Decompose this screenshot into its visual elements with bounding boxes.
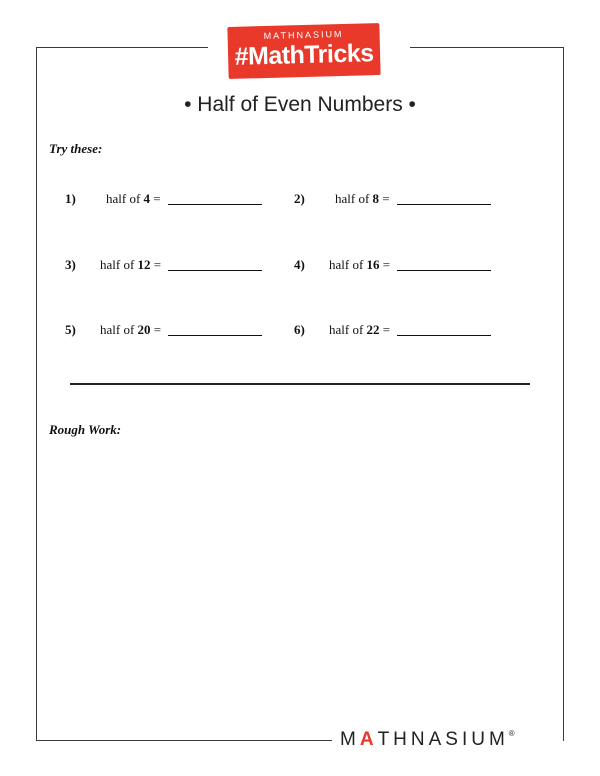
answer-blank[interactable] [397,204,491,205]
problem-number: 1) [65,191,76,206]
problem-2 [294,191,494,209]
answer-blank[interactable] [168,335,262,336]
problem-number: 6) [294,322,305,337]
rough-work-label: Rough Work: [49,422,122,437]
frame-left-border [36,47,37,741]
try-these-label: Try these: [49,141,103,156]
problem-text: half of 4 = [106,191,161,206]
frame-top-right-border [410,47,564,48]
problem-6 [294,322,494,340]
problem-text: half of 8 = [335,191,390,206]
frame-top-left-border [36,47,208,48]
problem-1 [65,191,265,209]
problem-3 [65,257,265,275]
answer-blank[interactable] [168,270,262,271]
problem-number: 3) [65,257,76,272]
problem-text: half of 12 = [100,257,162,272]
section-divider [70,383,530,385]
problem-4 [294,257,494,275]
answer-blank[interactable] [397,270,491,271]
problem-text: half of 16 = [329,257,391,272]
mathnasium-footer-logo: MATHNASIUM® [340,729,515,750]
logo-hashtag-text: #MathTricks [234,39,374,71]
logo-brand-text: MATHNASIUM [263,28,344,42]
problem-5 [65,322,265,340]
answer-blank[interactable] [397,335,491,336]
problem-number: 5) [65,322,76,337]
math-tricks-logo [227,23,380,79]
frame-right-border [563,47,564,741]
problem-text: half of 20 = [100,322,162,337]
problem-number: 2) [294,191,305,206]
frame-bottom-border [36,740,332,741]
answer-blank[interactable] [168,204,262,205]
problem-number: 4) [294,257,305,272]
problem-text: half of 22 = [329,322,391,337]
page-title: • Half of Even Numbers • [184,93,416,116]
